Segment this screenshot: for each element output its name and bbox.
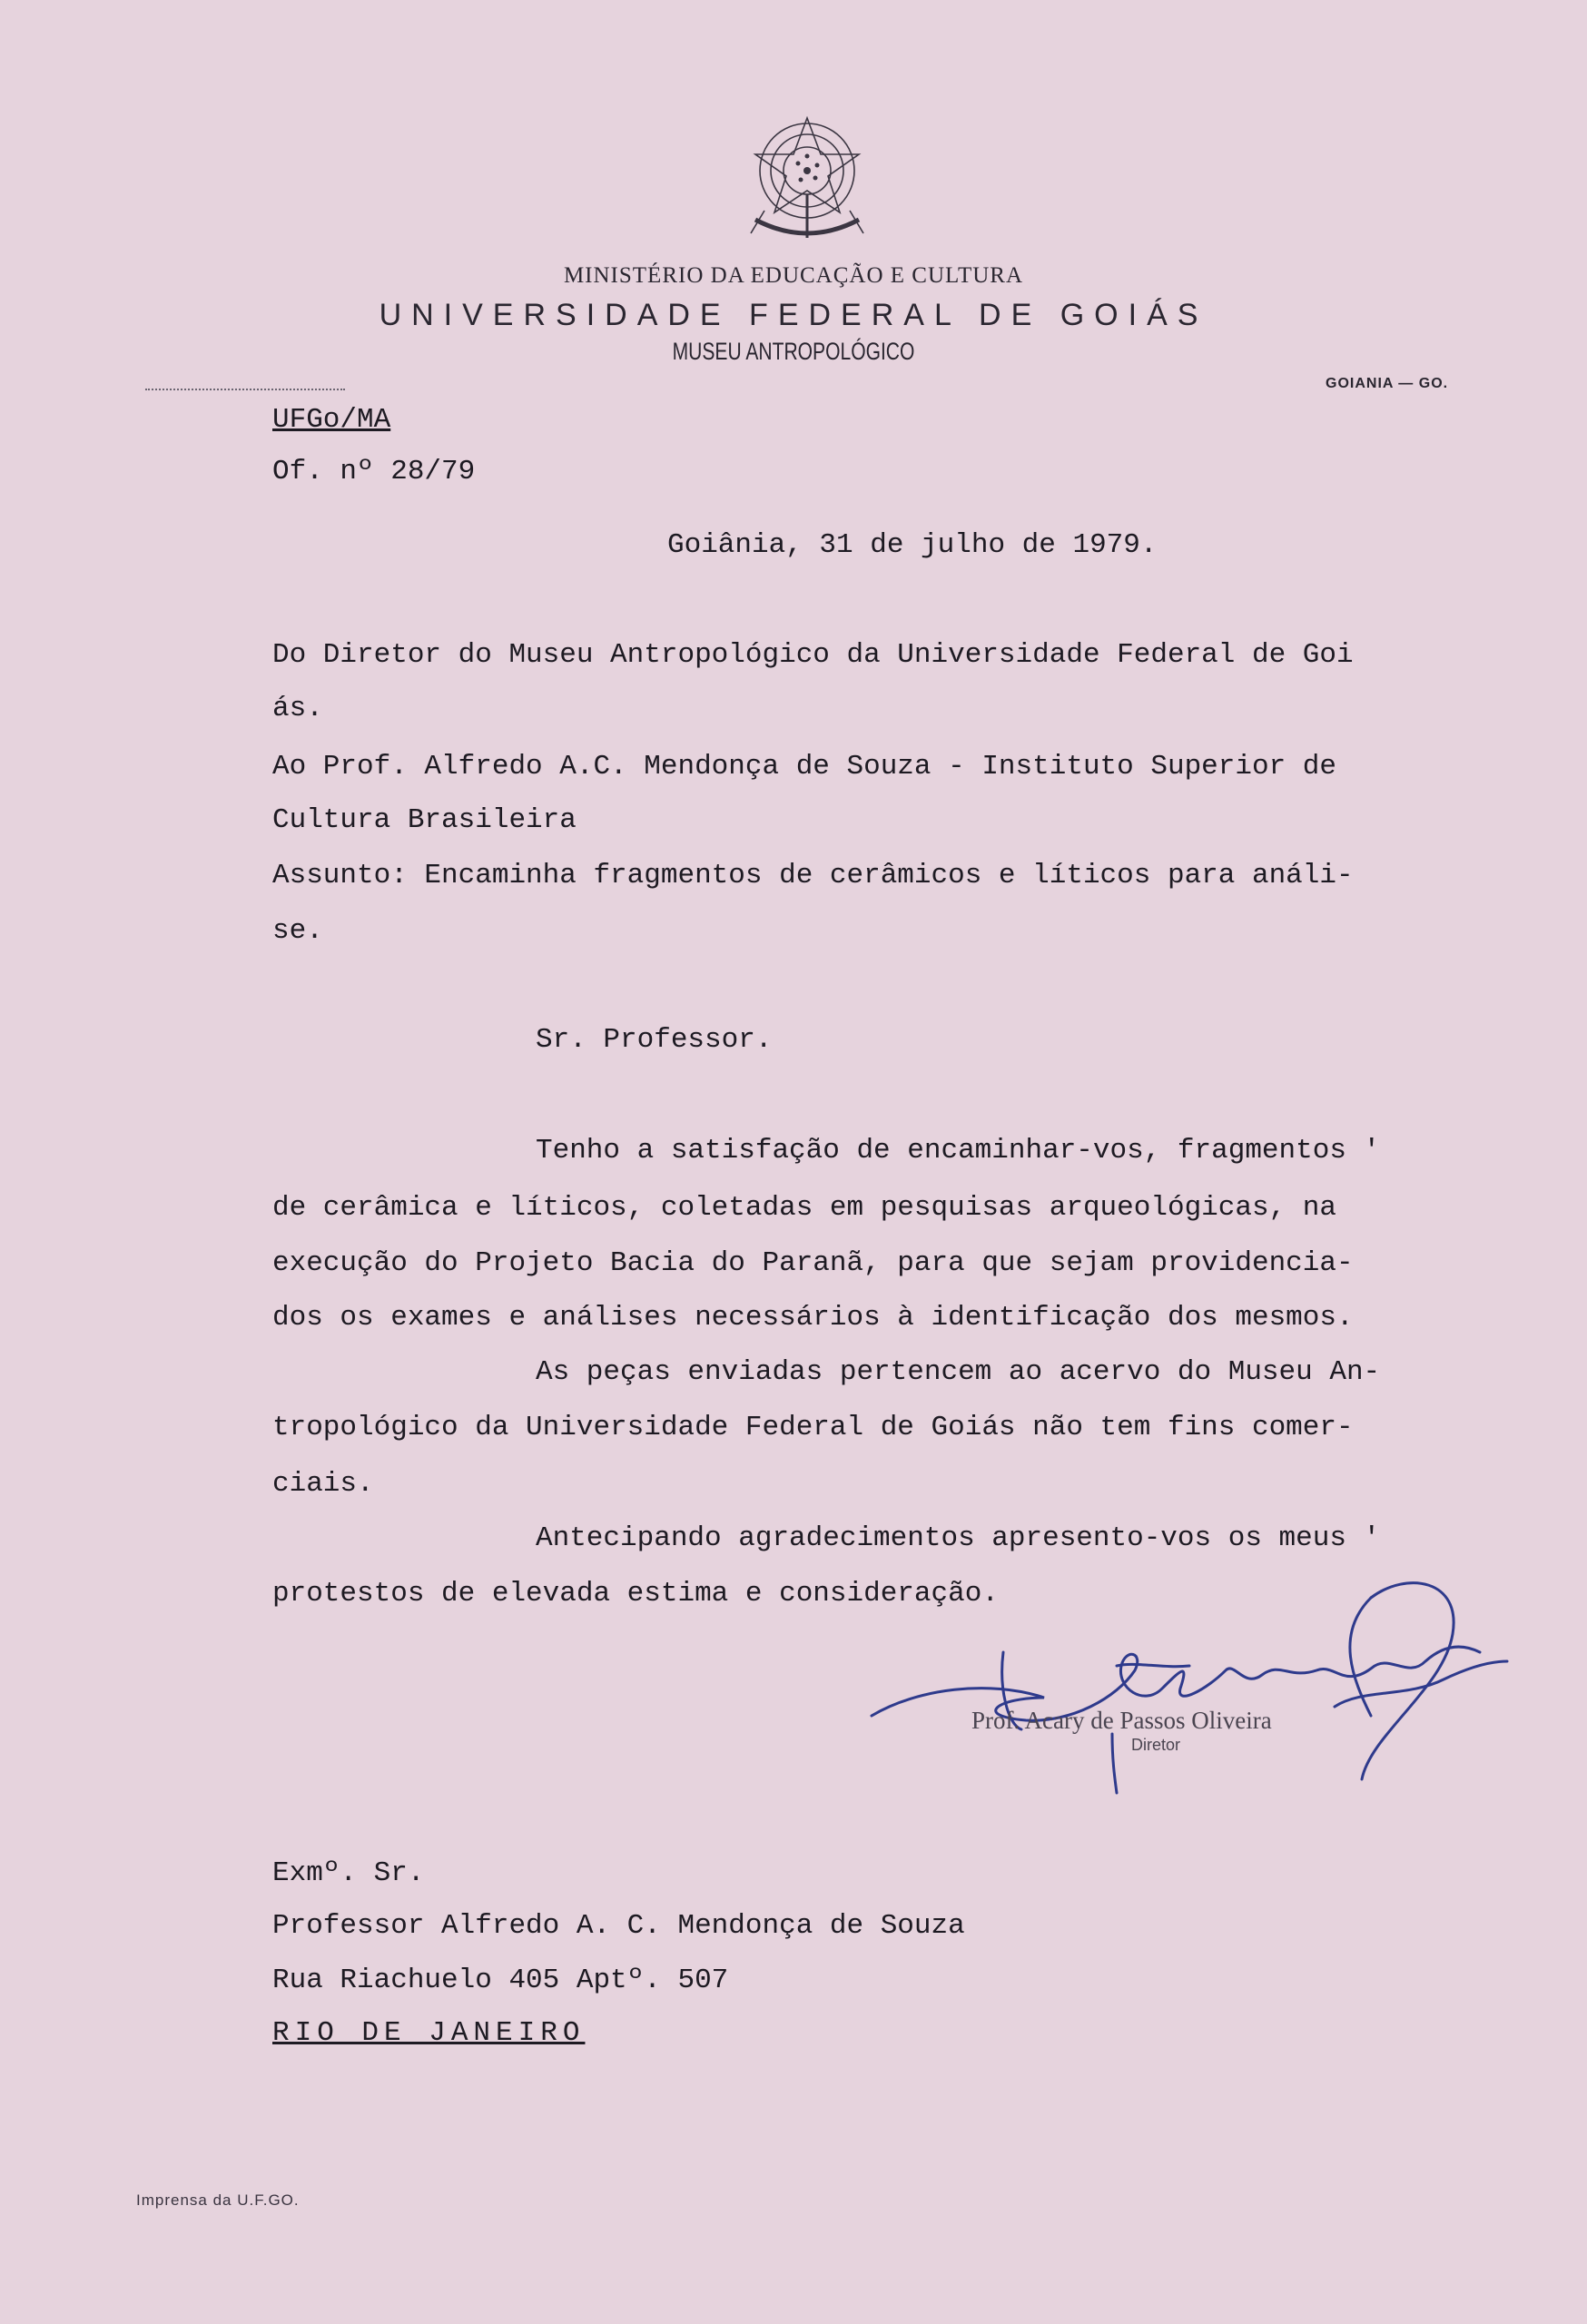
addressee-title: Exmº. Sr.	[272, 1857, 425, 1889]
paragraph-line: execução do Projeto Bacia do Paranã, para que sejam providencia-	[272, 1247, 1354, 1279]
university-name: UNIVERSIDADE FEDERAL DE GOIÁS	[379, 298, 1208, 332]
museum-name: MUSEU ANTROPOLÓGICO	[672, 338, 915, 365]
reference-number: Of. nº 28/79	[272, 456, 476, 487]
from-line-cont: ás.	[272, 693, 323, 724]
paragraph-line: tropológico da Universidade Federal de Goiás não tem fins comer-	[272, 1412, 1354, 1443]
paragraph-line: dos os exames e análises necessários à identificação dos mesmos.	[272, 1302, 1354, 1334]
from-line: Do Diretor do Museu Antropológico da Universidade Federal de Goi	[272, 639, 1354, 671]
handwritten-signature	[862, 1561, 1516, 1797]
reference-code: UFGo/MA	[272, 404, 391, 436]
subject-line: Assunto: Encaminha fragmentos de cerâmicos e líticos para análi-	[272, 860, 1354, 891]
paragraph-line: Tenho a satisfação de encaminhar-vos, fragmentos '	[536, 1135, 1381, 1167]
paragraph-line: Antecipando agradecimentos apresento-vos os meus '	[536, 1522, 1381, 1554]
letter-date: Goiânia, 31 de julho de 1979.	[667, 529, 1158, 561]
dotted-divider	[145, 389, 345, 390]
paragraph-line: de cerâmica e líticos, coletadas em pesquisas arqueológicas, na	[272, 1192, 1336, 1224]
to-line: Ao Prof. Alfredo A.C. Mendonça de Souza - Instituto Superior de	[272, 751, 1336, 783]
paragraph-line: ciais.	[272, 1468, 374, 1500]
subject-line-cont: se.	[272, 915, 323, 947]
addressee-street: Rua Riachuelo 405 Aptº. 507	[272, 1965, 729, 1996]
salutation: Sr. Professor.	[536, 1024, 773, 1056]
addressee-city: RIO DE JANEIRO	[272, 2017, 586, 2049]
signatory-role: Diretor	[1131, 1736, 1181, 1754]
addressee-name: Professor Alfredo A. C. Mendonça de Souza	[272, 1910, 965, 1942]
signatory-name: Prof. Acary de Passos Oliveira	[971, 1707, 1272, 1734]
to-line-cont: Cultura Brasileira	[272, 804, 577, 836]
letterhead-location: GOIANIA — GO.	[1326, 376, 1449, 391]
ministry-name: MINISTÉRIO DA EDUCAÇÃO E CULTURA	[563, 263, 1024, 288]
coat-of-arms-icon	[737, 111, 878, 247]
printer-footer: Imprensa da U.F.GO.	[136, 2191, 300, 2209]
paragraph-line: As peças enviadas pertencem ao acervo do Museu An-	[536, 1356, 1381, 1388]
paragraph-line: protestos de elevada estima e consideração.	[272, 1578, 999, 1610]
